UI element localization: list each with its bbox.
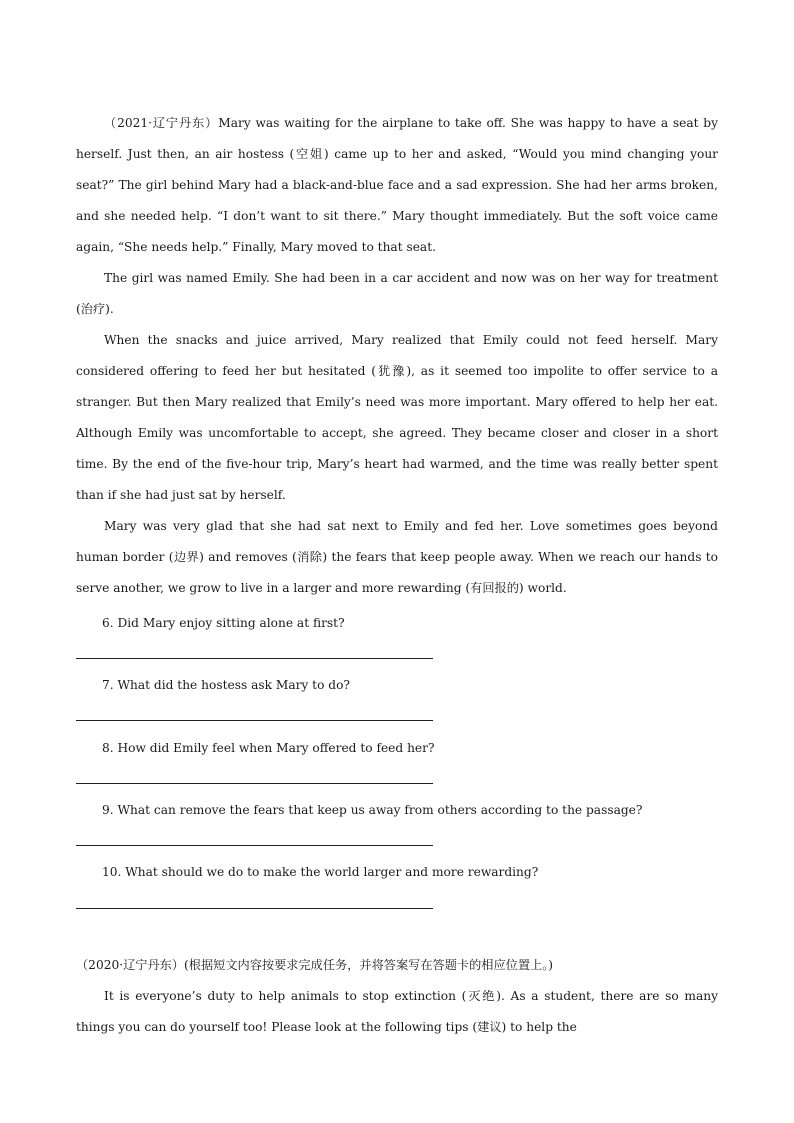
question-10 — [102, 863, 538, 881]
question-number: 7. — [102, 678, 114, 692]
passage-1-source: （2021·辽宁丹东） — [104, 116, 219, 130]
answer-line-9[interactable] — [76, 845, 433, 846]
question-number: 10. — [102, 865, 122, 879]
passage-1 — [76, 108, 718, 604]
passage-2-paragraph-1: It is everyone’s duty to help animals to stop extinction (灭绝). As a student, there are so many things you can do yourself too! Please look at the following tips (建议) to help the — [76, 989, 718, 1034]
passage-2-heading: （2020·辽宁丹东）(根据短文内容按要求完成任务，并将答案写在答题卡的相应位置上。) — [76, 958, 554, 972]
answer-line-7[interactable] — [76, 720, 433, 721]
question-7 — [102, 676, 350, 694]
question-text: What can remove the fears that keep us away from others according to the passage? — [117, 803, 643, 817]
passage-1-paragraph-2: The girl was named Emily. She had been in a car accident and now was on her way for treatment (治疗). — [76, 271, 718, 316]
passage-2 — [76, 981, 718, 1043]
answer-line-10[interactable] — [76, 908, 433, 909]
passage-1-paragraph-4: Mary was very glad that she had sat next to Emily and fed her. Love sometimes goes beyond human border (边界) and removes (消除) the fears that keep people away. When we reach our hands to serve another, we grow to live in a larger and more rewarding (有回报的) world. — [76, 519, 718, 595]
question-number: 9. — [102, 803, 114, 817]
answer-line-6[interactable] — [76, 658, 433, 659]
passage-1-paragraph-1 — [76, 108, 718, 263]
passage-1-paragraph-3: When the snacks and juice arrived, Mary realized that Emily could not feed herself. Mary considered offering to feed her but hesitated (犹豫), as it seemed too impolite to offer service to a stranger. But then Mary realized that Emily’s need was more important. Mary offered to help her eat. Although Emily was uncomfortable to accept, she agreed. They became closer and closer in a short time. By the end of the five-hour trip, Mary’s heart had warmed, and the time was really better spent than if she had just sat by herself. — [76, 333, 718, 502]
question-number: 8. — [102, 741, 114, 755]
question-text: How did Emily feel when Mary offered to feed her? — [117, 741, 435, 755]
question-number: 6. — [102, 616, 114, 630]
question-text: What did the hostess ask Mary to do? — [117, 678, 350, 692]
question-text: Did Mary enjoy sitting alone at first? — [117, 616, 345, 630]
question-8 — [102, 739, 435, 757]
answer-line-8[interactable] — [76, 783, 433, 784]
question-6 — [102, 614, 345, 632]
question-text: What should we do to make the world larger and more rewarding? — [125, 865, 539, 879]
question-9 — [102, 801, 642, 819]
passage-1-paragraph-1-text: Mary was waiting for the airplane to take off. She was happy to have a seat by herself. Just then, an air hostess (空姐) came up to her and asked, “Would you mind changing your seat?” The girl behind Mary had a black-and-blue face and a sad expression. She had her arms broken, and she needed help. “I don’t want to sit there.” Mary thought immediately. But the soft voice came again, “She needs help.” Finally, Mary moved to that seat. — [76, 116, 718, 254]
